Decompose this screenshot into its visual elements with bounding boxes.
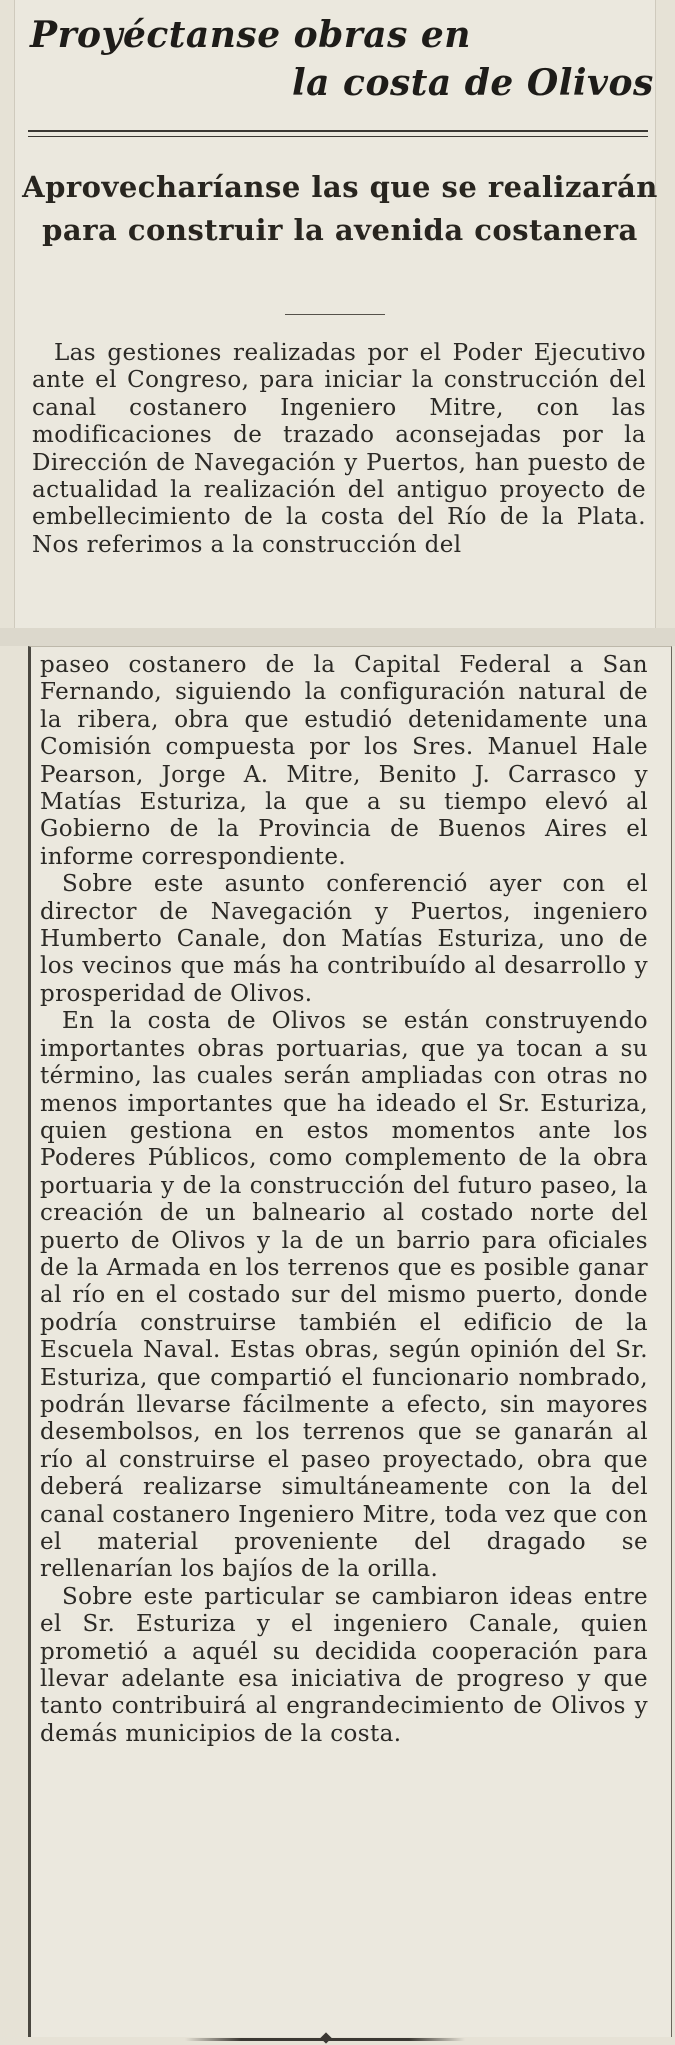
article-column-bottom — [40, 652, 648, 1748]
headline-rule-thin — [28, 136, 648, 137]
clipping-gap — [0, 628, 675, 646]
headline-rule — [28, 130, 648, 132]
body-paragraph-1: Las gestiones realizadas por el Poder Ejecutivo ante el Congreso, para iniciar la construcción del canal costanero Ingeniero Mitre, con las modificaciones de trazado aconsejadas por la Dirección de Navegación y Puertos, han puesto de actualidad la realización del antiguo proyecto de embellecimiento de la costa del Río de la Plata. Nos referimos a la construcción del — [32, 340, 646, 558]
section-divider — [285, 314, 385, 315]
subheadline: Aprovecharíanse las que se realizarán para construir la avenida costanera — [22, 170, 658, 247]
body-paragraph-2: Sobre este asunto conferenció ayer con el director de Navegación y Puertos, ingeniero Humberto Canale, don Matías Esturiza, uno de los vecinos que más ha contribuído al desarrollo y prosperidad de Olivos. — [40, 871, 648, 1007]
headline-line-2: la costa de Olivos — [292, 62, 654, 104]
body-paragraph-3: En la costa de Olivos se están construyendo importantes obras portuarias, que ya tocan a su término, las cuales serán ampliadas con otras no menos importantes que ha ideado el Sr. Esturiza, quien gestiona en estos momentos ante los Poderes Públicos, como complemento de la obra portuaria y de la construcción del futuro paseo, la creación de un balneario al costado norte del puerto de Olivos y la de un barrio para oficiales de la Armada en los terrenos que es posible ganar al río en el costado sur del mismo puerto, donde podría construirse también el edificio de la Escuela Naval. Estas obras, según opinión del Sr. Esturiza, que compartió el funcionario nombrado, podrán llevarse fácilmente a efecto, sin mayores desembolsos, en los terrenos que se ganarán al río al construirse el paseo proyectado, obra que deberá realizarse simultáneamente con la del canal costanero Ingeniero Mitre, toda vez que con el material proveniente del dragado se rellenarían los bajíos de la orilla. — [40, 1008, 648, 1583]
body-paragraph-continuation: paseo costanero de la Capital Federal a San Fernando, siguiendo la configuración natural de la ribera, obra que estudió detenidamente una Comisión compuesta por los Sres. Manuel Hale Pearson, Jorge A. Mitre, Benito J. Carrasco y Matías Esturiza, la que a su tiempo elevó al Gobierno de la Provincia de Buenos Aires el informe correspondiente. — [40, 652, 648, 870]
headline-line-1: Proyéctanse obras en — [30, 14, 471, 56]
body-paragraph-4: Sobre este particular se cambiaron ideas entre el Sr. Esturiza y el ingeniero Canale, quien prometió a aquél su decidida cooperación para llevar adelante esa iniciativa de progreso y que tanto contribuirá al engrandecimiento de Olivos y demás municipios de la costa. — [40, 1583, 648, 1747]
article-column-top — [32, 340, 646, 559]
